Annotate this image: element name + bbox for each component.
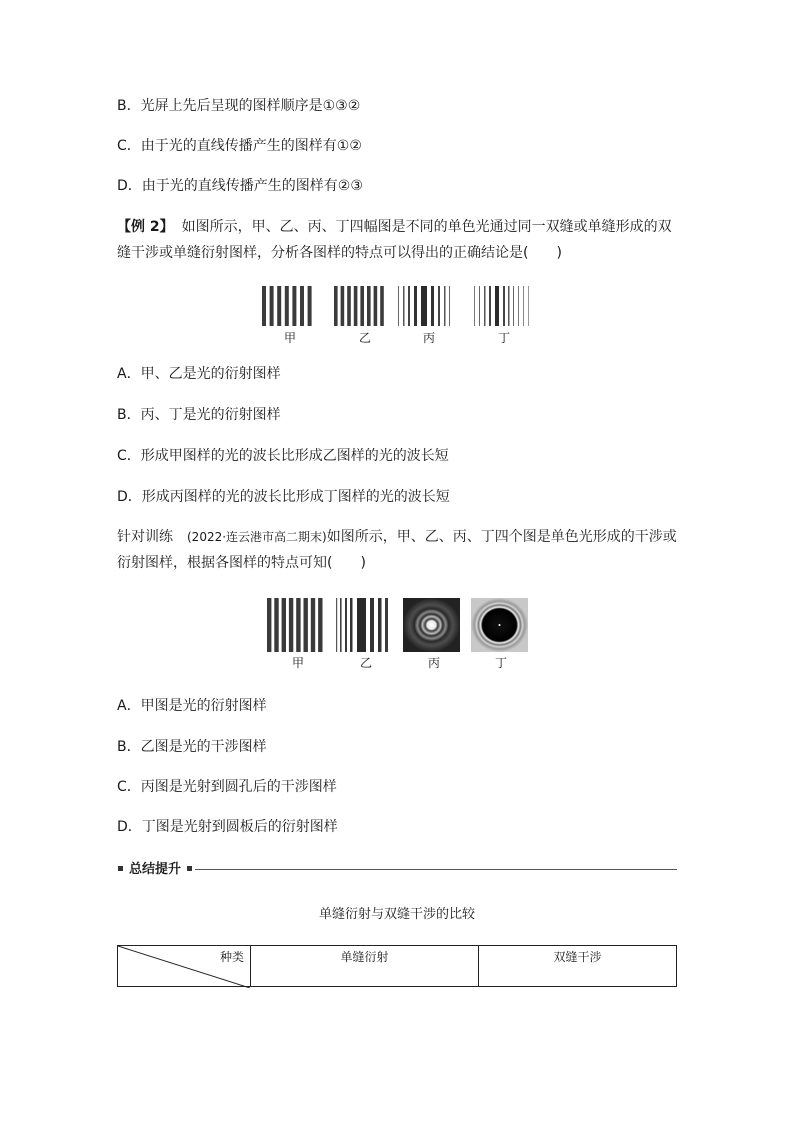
fringe-stripe [431,286,434,326]
example2-option-d: D．形成丙图样的光的波长比形成丁图样的光的波长短 [117,489,450,505]
fringe-stripe [370,598,374,652]
practice-option-d: D．丁图是光射到圆板后的衍射图样 [117,819,338,835]
example2-option-a: A．甲、乙是光的衍射图样 [117,366,281,382]
table-header-row [118,946,677,987]
table-corner-label: 种类 [219,950,244,964]
practice-figure [266,598,528,652]
fringe-stripe [523,286,524,326]
fringe-stripe [385,598,388,652]
fringe-stripe [380,286,384,326]
fringe-stripe [357,598,366,652]
practice-label-bing: 丙 [427,656,440,670]
practice-question-text: 如图所示，甲、乙、丙、丁四个图是单色光形成的干涉或衍射图样，根据各图样的特点可知( ) [117,529,677,571]
fringe-stripe [444,286,446,326]
fringe-stripe [354,286,358,326]
fringe-stripe [336,598,337,652]
option-c-prev: C．由于光的直线传播产生的图样有①② [117,138,362,154]
table-corner-cell [118,946,251,987]
practice-pattern-yi [336,598,388,652]
fringe-stripe [289,598,293,652]
fringe-stripe [508,286,510,326]
option-b-prev: B．光屏上先后呈现的图样顺序是①③② [117,98,361,114]
figure-label-ding: 丁 [497,331,510,345]
fringe-stripe [341,286,345,326]
table-col-single-slit: 单缝衍射 [251,946,479,987]
fringe-stripe [274,598,278,652]
fringe-stripe [334,286,338,326]
fringe-stripe [347,286,351,326]
practice-option-b: B．乙图是光的干涉图样 [117,739,267,755]
table-col-double-slit: 双缝干涉 [479,946,677,987]
fringe-stripe [474,286,475,326]
pattern-ding [474,286,529,326]
practice-pattern-ding-spot [499,624,501,626]
summary-heading-text: 总结提升 [129,862,182,877]
fringe-stripe [262,286,266,326]
fringe-stripe [300,286,304,326]
option-d-prev: D．由于光的直线传播产生的图样有②③ [117,178,363,194]
summary-marker-right [187,866,192,871]
fringe-stripe [484,286,486,326]
practice-option-c: C．丙图是光射到圆孔后的干涉图样 [117,779,337,795]
practice-tag: 针对训练 [117,529,173,545]
summary-marker-left [118,866,123,871]
fringe-stripe [318,598,322,652]
practice-label-yi: 乙 [359,656,372,670]
pattern-bing [398,286,450,326]
pattern-yi [334,286,384,326]
practice-pattern-bing [403,598,460,652]
fringe-stripe [292,286,296,326]
fringe-stripe [479,286,480,326]
fringe-stripe [438,286,440,326]
figure-label-jia: 甲 [283,331,296,345]
fringe-stripe [503,286,505,326]
comparison-table [117,945,677,987]
example2-option-c: C．形成甲图样的光的波长比形成乙图样的光的波长短 [117,448,449,464]
fringe-stripe [311,598,315,652]
fringe-stripe [282,598,286,652]
fringe-stripe [378,598,382,652]
fringe-stripe [360,286,364,326]
fringe-stripe [345,598,347,652]
summary-heading [117,860,677,880]
practice-pattern-jia [267,598,323,652]
fringe-stripe [513,286,514,326]
fringe-stripe [518,286,519,326]
fringe-stripe [304,598,308,652]
example2-option-b: B．丙、丁是光的衍射图样 [117,407,281,423]
fringe-stripe [367,286,371,326]
table-title: 单缝衍射与双缝干涉的比较 [318,907,475,922]
fringe-stripe [398,286,399,326]
fringe-stripe [308,286,312,326]
figure-label-bing: 丙 [422,331,435,345]
example2-question-text: 如图所示，甲、乙、丙、丁四幅图是不同的单色光通过同一双缝或单缝形成的双缝干涉或单缝衍射图样，分析各图样的特点可以得出的正确结论是( ) [117,219,672,261]
example2-tag: 【例 2】 [117,219,174,235]
fringe-stripe [267,598,271,652]
pattern-jia [262,286,312,326]
fringe-stripe [495,286,499,326]
fringe-stripe [350,598,353,652]
fringe-stripe [421,286,427,326]
example2-question [117,214,682,266]
practice-question [117,524,682,576]
summary-divider [195,869,677,870]
fringe-stripe [489,286,491,326]
fringe-stripe [340,598,342,652]
example2-figure [258,286,538,328]
fringe-stripe [285,286,289,326]
practice-source: (2022·连云港市高二期末) [187,530,327,544]
fringe-stripe [277,286,281,326]
practice-label-jia: 甲 [291,656,304,670]
fringe-stripe [449,286,450,326]
fringe-stripe [374,286,378,326]
fringe-stripe [408,286,410,326]
fringe-stripe [414,286,417,326]
practice-label-ding: 丁 [494,656,507,670]
fringe-stripe [270,286,274,326]
fringe-stripe [403,286,405,326]
fringe-stripe [528,286,529,326]
figure-label-yi: 乙 [358,331,371,345]
practice-option-a: A．甲图是光的衍射图样 [117,698,267,714]
fringe-stripe [296,598,300,652]
